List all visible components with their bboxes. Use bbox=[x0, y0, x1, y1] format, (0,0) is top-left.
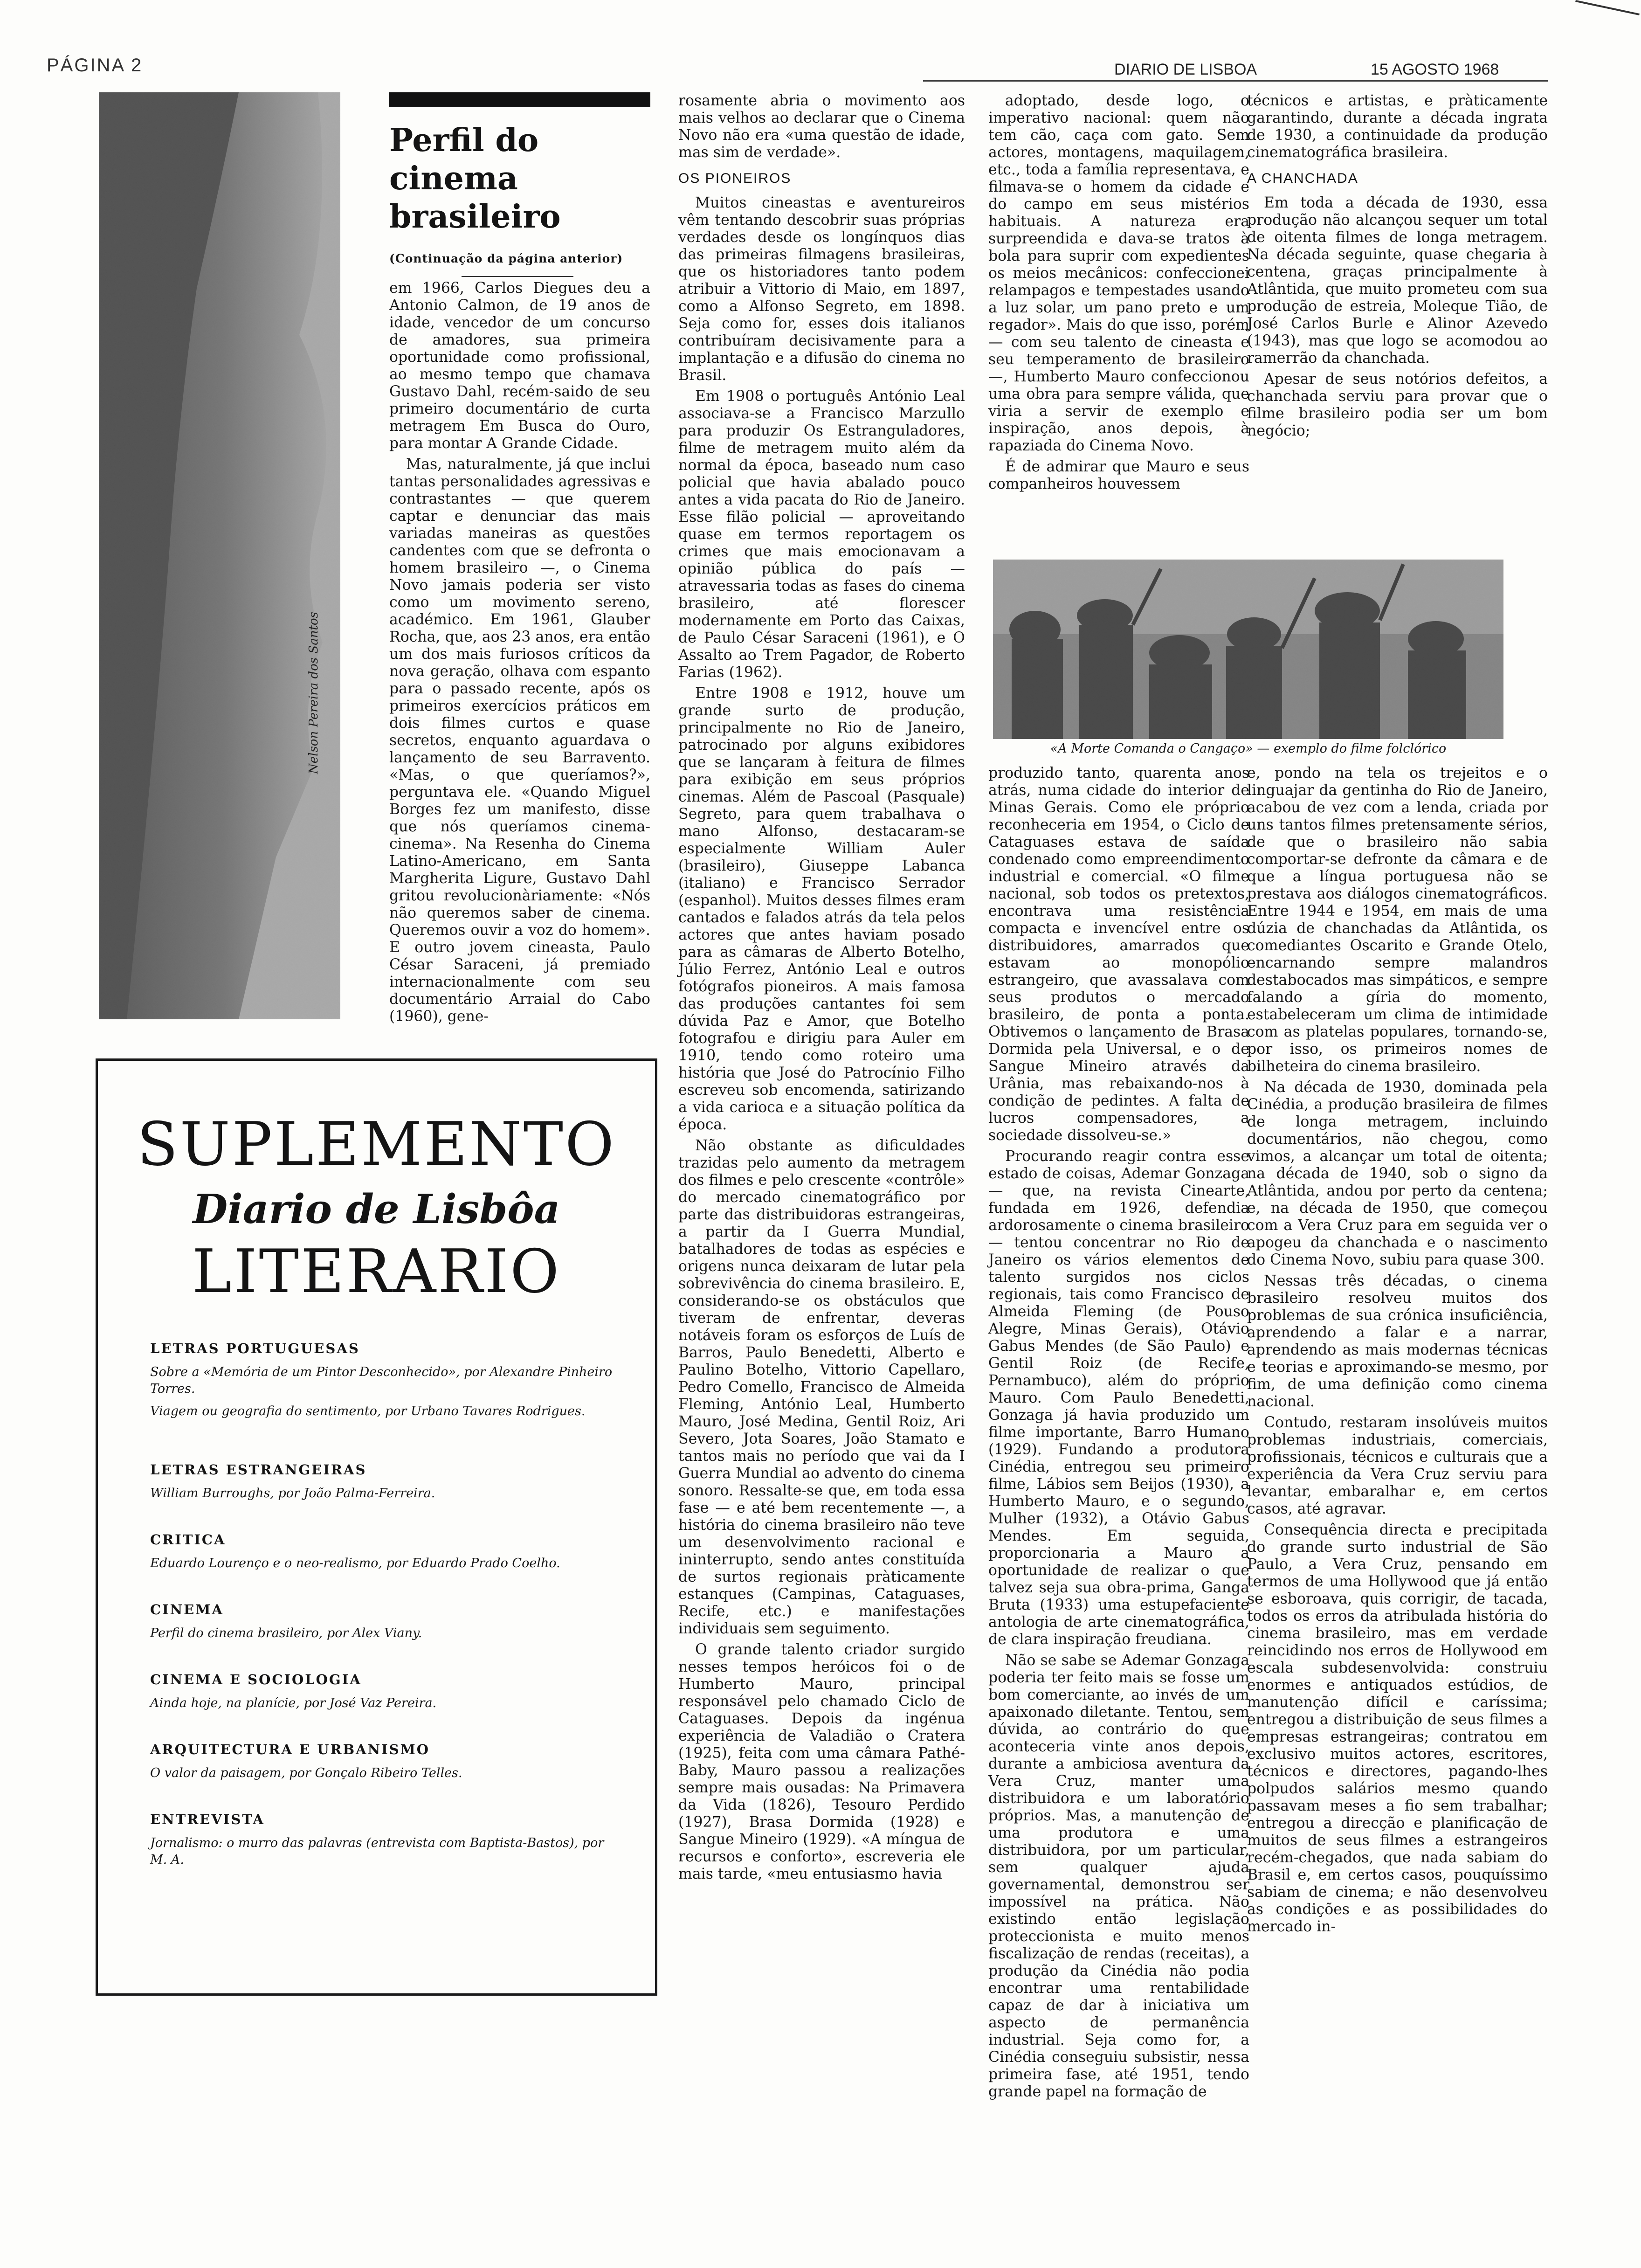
title-rule bbox=[462, 276, 573, 277]
article-paragraph: Muitos cineastas e aventureiros vêm tentando descobrir suas próprias verdades desde os longínquos dias das primeiras filmagens brasileiras, que os historiadores tanto podem atribuir a Vittorio di Maio, em 1897, como a Alfonso Segreto, em 1898. Seja como for, esses dois italianos contribuíram decisivamente para a implantação e a difusão do cinema no Brasil. bbox=[678, 194, 965, 384]
suplemento-section-heading: LETRAS PORTUGUESAS bbox=[150, 1341, 360, 1356]
suplemento-section bbox=[150, 1812, 621, 1874]
suplemento-section bbox=[150, 1462, 621, 1507]
suplemento-section-heading: LETRAS ESTRANGEIRAS bbox=[150, 1462, 367, 1478]
article-paragraph: adoptado, desde logo, o imperativo nacional: quem não tem cão, caça com gato. Sem actores, montagens, maquilagem, etc., toda a família representava, e filmava-se o homem da cidade e do campo em seus mistérios habituais. A natureza era surpreendida e dava-se tratos à bola para suprir com expedientes os meios mecânicos: confeccionei relampagos e tempestades usando a luz solar, um pano preto e um regador». Mais do que isso, porém — com seu talento de cineasta e seu temperamento de brasileiro —, Humberto Mauro confeccionou uma obra para sempre válida, que viria a servir de exemplo e inspiração, anos depois, à rapaziada do Cinema Novo. bbox=[988, 92, 1249, 454]
suplemento-section bbox=[150, 1532, 621, 1577]
article-paragraph: Apesar de seus notórios defeitos, a chanchada serviu para provar que o filme brasileiro podia ser um bom negócio; bbox=[1247, 371, 1548, 439]
article-paragraph: Mas, naturalmente, já que inclui tantas personalidades agressivas e contrastantes — que querem captar e denunciar das mais variadas maneiras as questões candentes com que se defronta o homem brasileiro —, o Cinema Novo jamais poderia ser visto como um movimento sereno, académico. Em 1961, Glauber Rocha, que, aos 23 anos, era então um dos mais furiosos críticos da nova geração, olhava com espanto para o passado recente, após os primeiros exercícios práticos em dois filmes curtos e quase secretos, enquanto aguardava o lançamento de seu Barravento. «Mas, o que queríamos?», perguntava ele. «Quando Miguel Borges fez um manifesto, disse que nós queríamos cinema-cinema». Na Resenha do Cinema Latino-Americano, em Santa Margherita Ligure, Gustavo Dahl gritou revolucionàriamente: «Nós não queremos saber de cinema. Queremos ouvir a voz do homem». E outro jovem cineasta, Paulo César Saraceni, já premiado internacionalmente com seu documentário Arraial do Cabo (1960), gene- bbox=[389, 456, 650, 1025]
article-paragraph: O grande talento criador surgido nesses tempos heróicos foi o de Humberto Mauro, principal responsável pelo chamado Ciclo de Cataguases. Depois da ingénua experiência de Valadião o Cratera (1925), feita com uma câmara Pathé-Baby, Mauro passou a realizações sempre mais ousadas: Na Primavera da Vida (1826), Tesouro Perdido (1927), Brasa Dormida (1928) e Sangue Mineiro (1929). «A míngua de recursos e conforto», escreveria ele mais tarde, «meu entusiasmo havia bbox=[678, 1641, 965, 1882]
suplemento-section bbox=[150, 1602, 621, 1647]
suplemento-item: Perfil do cinema brasileiro, por Alex Viany. bbox=[150, 1626, 422, 1640]
article-column-4-bottom bbox=[1247, 765, 1548, 2145]
article-paragraph: produzido tanto, quarenta anos atrás, numa cidade do interior de Minas Gerais. Como ele próprio reconheceria em 1954, o Ciclo de Cataguases estava de saída condenado como empreendimento industrial e comercial. «O filme nacional, sob todos os pretextos, encontrava uma resistência compacta e invencível entre os distribuidores, amarrados que estavam ao monopólio estrangeiro, que avassalava com seus produtos o mercado brasileiro, de ponta a ponta. Obtivemos o lançamento de Brasa Dormida pela Universal, e o de Sangue Mineiro através da Urânia, mas rebaixando-nos à condição de pedintes. A falta de lucros compensadores, a sociedade dissolveu-se.» bbox=[988, 765, 1249, 1144]
suplemento-item: O valor da paisagem, por Gonçalo Ribeiro Telles. bbox=[150, 1766, 462, 1780]
suplemento-item: Sobre a «Memória de um Pintor Desconhecido», por Alexandre Pinheiro Torres. bbox=[150, 1365, 613, 1396]
article-paragraph: em 1966, Carlos Diegues deu a Antonio Calmon, de 19 anos de idade, vencedor de um concurso de amadores, sua primeira oportunidade como profissional, ao mesmo tempo que chamava Gustavo Dahl, recém-saido de seu primeiro documentário de curta metragem Em Busca do Ouro, para montar A Grande Cidade. bbox=[389, 280, 650, 452]
suplemento-item: William Burroughs, por João Palma-Ferreira. bbox=[150, 1486, 435, 1500]
suplemento-section-heading: CRITICA bbox=[150, 1532, 226, 1548]
article-paragraph: Em 1908 o português António Leal associava-se a Francisco Marzullo para produzir Os Estranguladores, filme de metragem muito além da normal da época, baseado num caso policial que havia abalado pouco antes a vida pacata do Rio de Janeiro. Esse filão policial — aproveitando quase em termos reportagem os crimes que mais emocionavam a opinião pública do país — atravessaria todas as fases do cinema brasileiro, até florescer modernamente em Porto das Caixas, de Paulo César Saraceni (1961), e O Assalto ao Trem Pagador, de Roberto Farias (1962). bbox=[678, 388, 965, 681]
suplemento-newspaper: Diario de Lisbôa bbox=[193, 1186, 560, 1233]
article-column-3-top bbox=[988, 92, 1249, 559]
article-column-2-body bbox=[678, 194, 965, 1883]
portrait-photo bbox=[99, 92, 340, 1019]
title-bar bbox=[389, 92, 650, 107]
article-paragraph: Em toda a década de 1930, essa produção não alcançou sequer um total de oitenta filmes de longa metragem. Na década seguinte, quase chegaria à centena, graças principalmente à Atlântida, que muito prometeu com sua produção de estreia, Moleque Tião, de José Carlos Burle e Alinor Azevedo (1943), mas que logo se acomodou ao ramerrão da chanchada. bbox=[1247, 194, 1548, 366]
suplemento-section-heading: CINEMA bbox=[150, 1602, 224, 1618]
film-still-photo bbox=[993, 560, 1503, 739]
article-column-4-top bbox=[1247, 92, 1548, 559]
suplemento-item: Ainda hoje, na planície, por José Vaz Pereira. bbox=[150, 1696, 437, 1710]
suplemento-section bbox=[150, 1341, 621, 1425]
page-corner-mark bbox=[1572, 0, 1640, 34]
photo-credit: Nelson Pereira dos Santos bbox=[307, 612, 321, 774]
suplemento-section-heading: CINEMA E SOCIOLOGIA bbox=[150, 1672, 362, 1687]
suplemento-title: SUPLEMENTO bbox=[137, 1110, 616, 1179]
suplemento-section bbox=[150, 1742, 621, 1787]
article-paragraph: Nessas três décadas, o cinema brasileiro resolveu muitos dos problemas de sua crónica insuficiência, aprendendo a falar e a narrar, aprendendo as mais modernas técnicas e teorias e aproximando-se mesmo, por fim, de uma definição como cinema nacional. bbox=[1247, 1272, 1548, 1410]
article-title: Perfil do cinema brasileiro bbox=[389, 122, 561, 235]
article-paragraph: Na década de 1930, dominada pela Cinédia, a produção brasileira de filmes de longa metragem, incluindo documentários, não chegou, como vimos, a alcançar um total de oitenta; na década de 1940, sob o signo da Atlântida, andou por perto da centena; e, na década de 1950, que começou com a Vera Cruz para em seguida ver o apogeu da chanchada e o nascimento do Cinema Novo, subiu para quase 300. bbox=[1247, 1079, 1548, 1268]
suplemento-item: Viagem ou geografia do sentimento, por Urbano Tavares Rodrigues. bbox=[150, 1404, 586, 1418]
article-paragraph: Contudo, restaram insolúveis muitos problemas industriais, comerciais, profissionais, técnicos e culturais que a experiência da Vera Cruz serviu para levantar, embaralhar e, em certos casos, até agravar. bbox=[1247, 1414, 1548, 1517]
article-column-3-bottom bbox=[988, 765, 1249, 2145]
suplemento-literario-box bbox=[96, 1058, 657, 1996]
issue-date: 15 AGOSTO 1968 bbox=[1371, 61, 1499, 78]
article-paragraph: técnicos e artistas, e pràticamente garantindo, durante a década ingrata de 1930, a continuidade da produção cinematográfica brasileira. bbox=[1247, 92, 1548, 161]
article-paragraph: rosamente abria o movimento aos mais velhos ao declarar que o Cinema Novo não era «uma questão de idade, mas sim de verdade». bbox=[678, 92, 965, 161]
subheading-chanchada: A CHANCHADA bbox=[1247, 171, 1358, 186]
article-column-4-body bbox=[1247, 194, 1548, 440]
film-caption: «A Morte Comanda o Cangaço» — exemplo do filme folclórico bbox=[1050, 741, 1447, 756]
continuation-note: (Continuação da página anterior) bbox=[389, 252, 623, 265]
header-rule bbox=[923, 80, 1548, 82]
article-paragraph: Consequência directa e precipitada do grande surto industrial de São Paulo, a Vera Cruz, pensando em termos de uma Hollywood que já então se esboroava, quis corrigir, de tacada, todos os erros da atribulada história do cinema brasileiro, mas em verdade reincidindo nos erros de Hollywood em escala subdesenvolvida: construiu enormes e antiquados estúdios, de manutenção difícil e caríssima; entregou a distribuição de seus filmes a empresas estrangeiras; contratou em exclusivo muitos actores, escritores, técnicos e directores, pagando-lhes polpudos salários mesmo quando passavam meses a fio sem trabalhar; entregou a direcção e planificação de muitos de seus filmes a estrangeiros recém-chegados, que nada sabiam do Brasil e, em certos casos, pouquíssimo sabiam de cinema; e não desenvolveu as condições e as possibilidades do mercado in- bbox=[1247, 1521, 1548, 1935]
suplemento-literario: LITERARIO bbox=[192, 1237, 561, 1307]
suplemento-item: Jornalismo: o murro das palavras (entrevista com Baptista-Bastos), por M. A. bbox=[150, 1836, 604, 1867]
suplemento-item: Eduardo Lourenço e o neo-realismo, por Eduardo Prado Coelho. bbox=[150, 1556, 560, 1570]
newspaper-name: DIARIO DE LISBOA bbox=[1114, 61, 1257, 78]
subheading-pioneiros: OS PIONEIROS bbox=[678, 171, 792, 186]
suplemento-section-heading: ENTREVISTA bbox=[150, 1812, 265, 1827]
article-paragraph: Não obstante as dificuldades trazidas pelo aumento da metragem dos filmes e pelo crescente «contrôle» do mercado cinematográfico por parte das distribuidoras estrangeiras, a partir da I Guerra Mundial, batalhadores de todas as espécies e origens nunca deixaram de lutar pela sobrevivência do cinema brasileiro. E, considerando-se os obstáculos que tiveram de enfrentar, deveras notáveis foram os esforços de Luís de Barros, Paulo Benedetti, Alberto e Paulino Botelho, Vittorio Capellaro, Pedro Comello, Francisco de Almeida Fleming, António Leal, Humberto Mauro, José Medina, Gentil Roiz, Ari Severo, Jota Soares, João Stamato e tantos mais no período que vai da I Guerra Mundial ao advento do cinema sonoro. Ressalte-se que, em toda essa fase — e até bem recentemente —, a história do cinema brasileiro não teve um desenvolvimento racional e ininterrupto, sendo antes constituída de surtos regionais pràticamente estanques (Campinas, Cataguases, Recife, etc.) e manifestações individuais sem seguimento. bbox=[678, 1137, 965, 1637]
article-column-2 bbox=[678, 92, 965, 2135]
article-paragraph: Procurando reagir contra esse estado de coisas, Ademar Gonzaga — que, na revista Cinearte, fundada em 1926, defendia ardorosamente o cinema brasileiro — tentou concentrar no Rio de Janeiro os vários elementos de talento surgidos nos ciclos regionais, tais como Francisco de Almeida Fleming (de Pouso Alegre, Minas Gerais), Otávio Gabus Mendes (de São Paulo) e Gentil Roiz (de Recife, Pernambuco), além do próprio Mauro. Com Paulo Benedetti, Gonzaga já havia produzido um filme importante, Barro Humano (1929). Fundando a produtora Cinédia, entregou seu primeiro filme, Lábios sem Beijos (1930), a Humberto Mauro, e o segundo, Mulher (1932), a Otávio Gabus Mendes. Em seguida, proporcionaria a Mauro a oportunidade de realizar o que talvez seja sua obra-prima, Ganga Bruta (1933) uma estupefaciente antologia de arte cinematográfica, de clara inspiração freudiana. bbox=[988, 1148, 1249, 1648]
article-paragraph: Entre 1908 e 1912, houve um grande surto de produção, principalmente no Rio de Janeiro, patrocinado por alguns exibidores que se lançaram à feitura de filmes para exibição em seus próprios cinemas. Além de Pascoal (Pasquale) Segreto, para quem trabalhava o mano Alfonso, destacaram-se especialmente William Auler (brasileiro), Giuseppe Labanca (italiano) e Francisco Serrador (espanhol). Muitos desses filmes eram cantados e falados atrás da tela pelos actores que antes haviam posado para as câmaras de Alberto Botelho, Júlio Ferrez, António Leal e outros fotógrafos pioneiros. A mais famosa das produções cantantes foi sem dúvida Paz e Amor, que Botelho fotografou e dirigiu para Auler em 1910, tendo como roteiro uma história que José do Patrocínio Filho escreveu sob encomenda, satirizando a vida carioca e a situação política da época. bbox=[678, 685, 965, 1133]
article-column-1 bbox=[389, 280, 650, 1026]
suplemento-section bbox=[150, 1672, 621, 1717]
article-paragraph: e, pondo na tela os trejeitos e o linguajar da gentinha do Rio de Janeiro, acabou de vez com a lenda, criada por uns tantos filmes pretensamente sérios, de que o brasileiro não sabia comportar-se defronte da câmara e de que a língua portuguesa não se prestava aos diálogos cinematográficos. Entre 1944 e 1954, em mais de uma dúzia de chanchadas da Atlântida, os comediantes Oscarito e Grande Otelo, encarnando sempre malandros destabocados mas simpáticos, e sempre falando a gíria do momento, estabeleceram um clima de intimidade com as platelas populares, tornando-se, por isso, os primeiros nomes de bilheteira do cinema brasileiro. bbox=[1247, 765, 1548, 1075]
page-number: PÁGINA 2 bbox=[47, 55, 143, 76]
article-paragraph: Não se sabe se Ademar Gonzaga poderia ter feito mais se fosse um bom comerciante, ao invés de um apaixonado diletante. Tentou, sem dúvida, ao contrário do que aconteceria vinte anos depois, durante a ambiciosa aventura da Vera Cruz, manter uma distribuidora e um laboratório próprios. Mas, a manutenção de uma produtora e uma distribuidora, por um particular, sem qualquer ajuda governamental, demonstrou ser impossível na prática. Não existindo então legislação proteccionista e muito menos fiscalização de rendas (receitas), a produção da Cinédia não podia encontrar uma rentabilidade capaz de dar à iniciativa um aspecto de permanência industrial. Seja como for, a Cinédia conseguiu subsistir, nessa primeira fase, até 1951, tendo grande papel na formação de bbox=[988, 1652, 1249, 2100]
suplemento-section-heading: ARQUITECTURA E URBANISMO bbox=[150, 1742, 430, 1757]
article-paragraph: É de admirar que Mauro e seus companheiros houvessem bbox=[988, 458, 1249, 492]
